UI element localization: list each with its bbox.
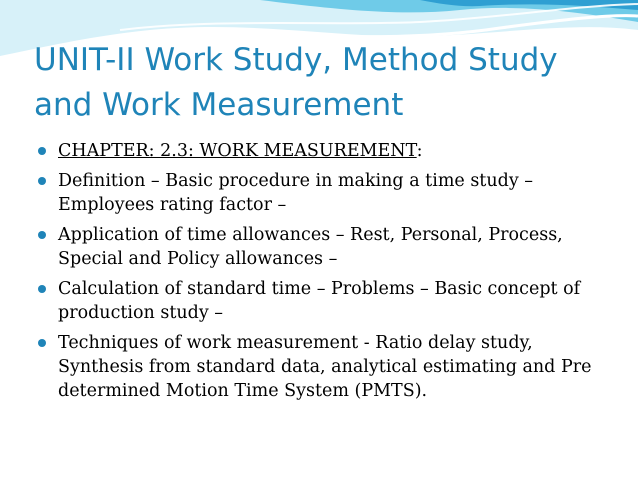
bullet-item-definition [38,169,618,217]
chapter-heading: CHAPTER: 2.3: WORK MEASUREMENT [58,141,417,161]
bullet-text: Definition – Basic procedure in making a time study – Employees rating factor – [58,171,534,215]
bullet-item-chapter [38,139,618,163]
bullet-dot-icon [38,177,46,185]
bullet-item-allowances [38,223,618,271]
title-line-2: and Work Measurement [34,87,404,123]
chapter-heading-suffix: : [416,141,423,161]
bullet-text: Techniques of work measurement - Ratio delay study, Synthesis from standard data, analytical estimating and Pre determined Motion Time System (PMTS). [58,333,592,401]
bullet-list [38,139,618,409]
bullet-text: Application of time allowances – Rest, Personal, Process, Special and Policy allowances – [58,225,563,269]
bullet-item-techniques [38,331,618,403]
bullet-dot-icon [38,285,46,293]
bullet-dot-icon [38,339,46,347]
title-line-1: UNIT-II Work Study, Method Study [34,42,558,78]
bullet-text: Calculation of standard time – Problems – Basic concept of production study – [58,279,581,323]
bullet-dot-icon [38,147,46,155]
bullet-dot-icon [38,231,46,239]
slide-title [34,38,624,128]
bullet-item-standard-time [38,277,618,325]
